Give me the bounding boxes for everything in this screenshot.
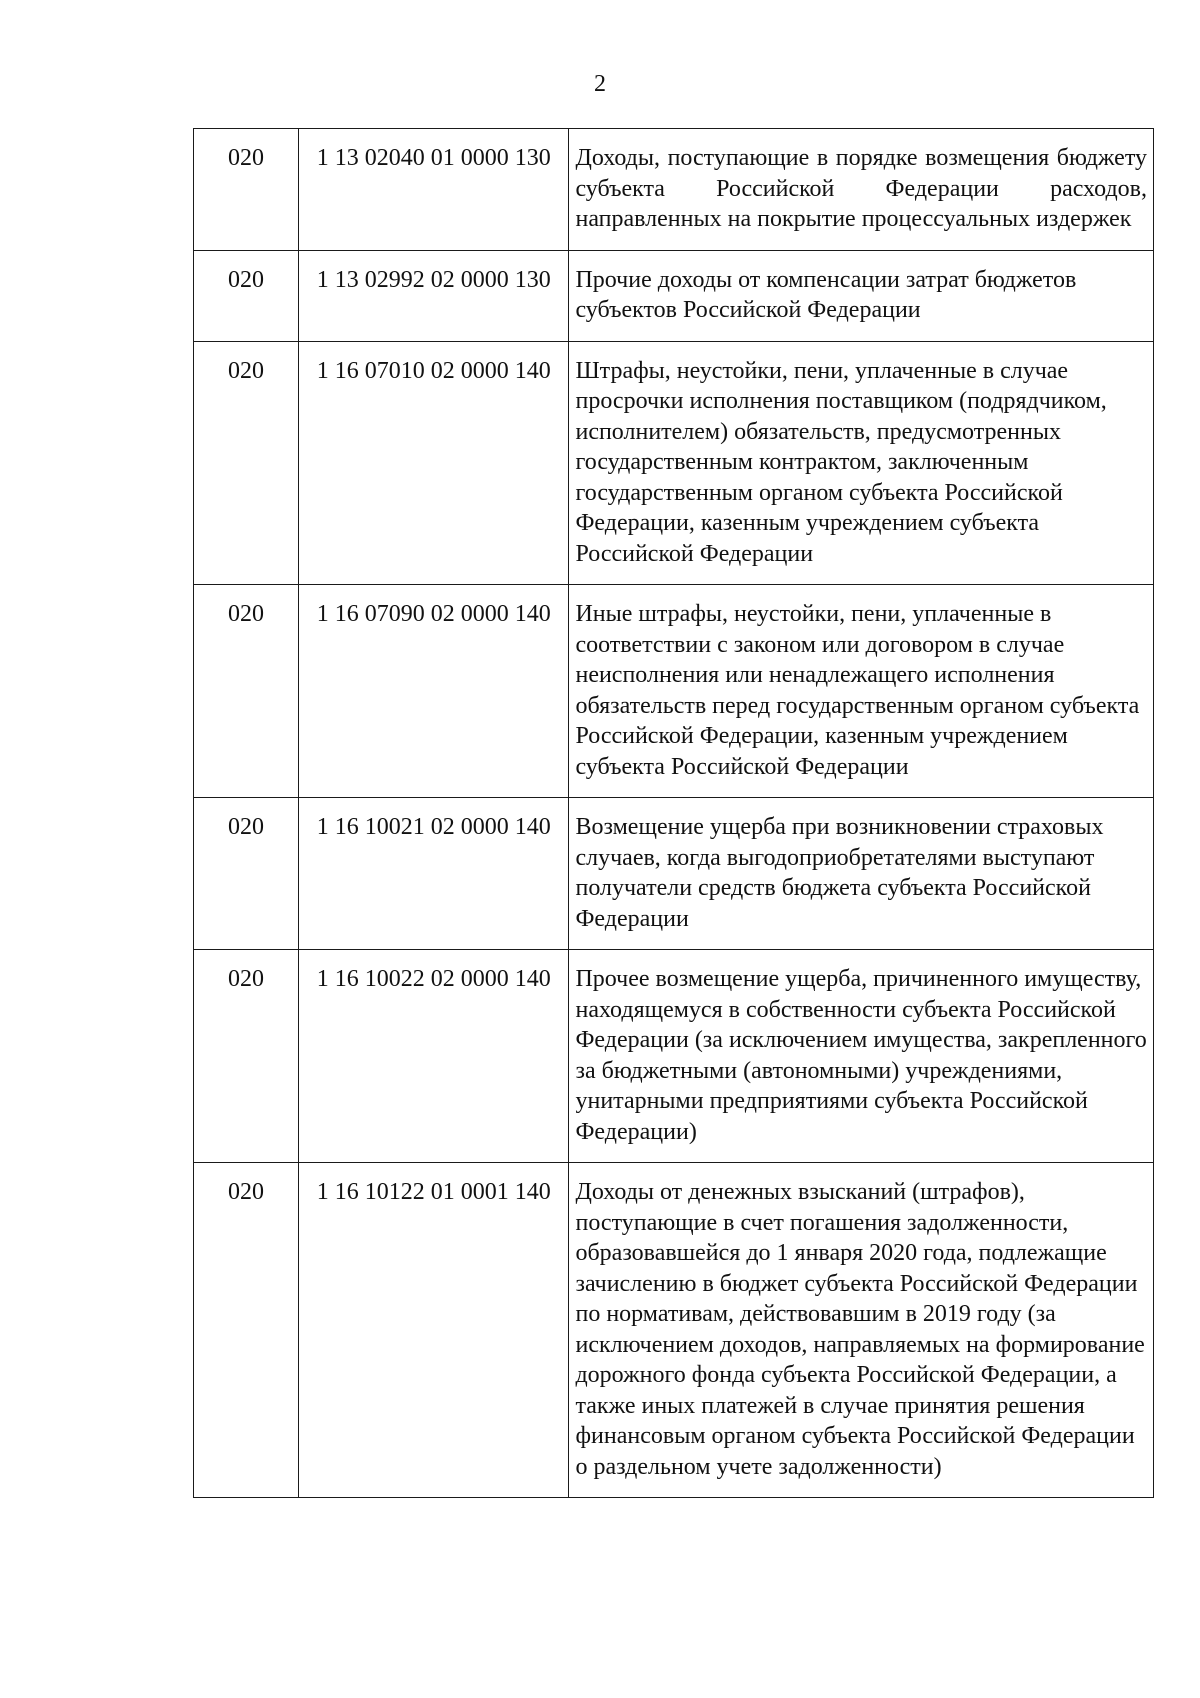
revenue-name-cell: Прочие доходы от компенсации затрат бюджетов субъектов Российской Федерации <box>569 250 1154 341</box>
budget-code-cell: 1 16 10022 02 0000 140 <box>299 950 569 1163</box>
budget-code-cell: 1 16 07090 02 0000 140 <box>299 585 569 798</box>
table-row <box>194 1163 1154 1498</box>
revenue-name-cell: Доходы, поступающие в порядке возмещения бюджету субъекта Российской Федерации расходов, направленных на покрытие процессуальных издержек <box>569 129 1154 251</box>
admin-code-cell: 020 <box>194 1163 299 1498</box>
revenue-name-cell: Прочее возмещение ущерба, причиненного имуществу, находящемуся в собственности субъекта Российской Федерации (за исключением имущества, закрепленного за бюджетными (автономными) учреждениями, унитарными предприятиями субъекта Российской Федерации) <box>569 950 1154 1163</box>
table-row <box>194 585 1154 798</box>
table-row <box>194 250 1154 341</box>
budget-code-cell: 1 13 02040 01 0000 130 <box>299 129 569 251</box>
revenue-codes-table <box>193 128 1154 1498</box>
admin-code-cell: 020 <box>194 950 299 1163</box>
budget-code-cell: 1 13 02992 02 0000 130 <box>299 250 569 341</box>
revenue-name-cell: Возмещение ущерба при возникновении страховых случаев, когда выгодоприобретателями выступают получатели средств бюджета субъекта Российской Федерации <box>569 798 1154 950</box>
revenue-name-cell: Доходы от денежных взысканий (штрафов), поступающие в счет погашения задолженности, образовавшейся до 1 января 2020 года, подлежащие зачислению в бюджет субъекта Российской Федерации по нормативам, действовавшим в 2019 году (за исключением доходов, направляемых на формирование дорожного фонда субъекта Российской Федерации, а также иных платежей в случае принятия решения финансовым органом субъекта Российской Федерации о раздельном учете задолженности) <box>569 1163 1154 1498</box>
table-row <box>194 341 1154 585</box>
budget-code-cell: 1 16 10122 01 0001 140 <box>299 1163 569 1498</box>
admin-code-cell: 020 <box>194 798 299 950</box>
admin-code-cell: 020 <box>194 585 299 798</box>
admin-code-cell: 020 <box>194 129 299 251</box>
page-number: 2 <box>594 71 606 97</box>
budget-code-cell: 1 16 07010 02 0000 140 <box>299 341 569 585</box>
revenue-name-cell: Иные штрафы, неустойки, пени, уплаченные в соответствии с законом или договором в случае неисполнения или ненадлежащего исполнения обязательств перед государственным органом субъекта Российской Федерации, казенным учреждением субъекта Российской Федерации <box>569 585 1154 798</box>
table-row <box>194 950 1154 1163</box>
revenue-name-cell: Штрафы, неустойки, пени, уплаченные в случае просрочки исполнения поставщиком (подрядчиком, исполнителем) обязательств, предусмотренных государственным контрактом, заключенным государственным органом субъекта Российской Федерации, казенным учреждением субъекта Российской Федерации <box>569 341 1154 585</box>
table-row <box>194 798 1154 950</box>
budget-code-cell: 1 16 10021 02 0000 140 <box>299 798 569 950</box>
table-row <box>194 129 1154 251</box>
admin-code-cell: 020 <box>194 250 299 341</box>
admin-code-cell: 020 <box>194 341 299 585</box>
